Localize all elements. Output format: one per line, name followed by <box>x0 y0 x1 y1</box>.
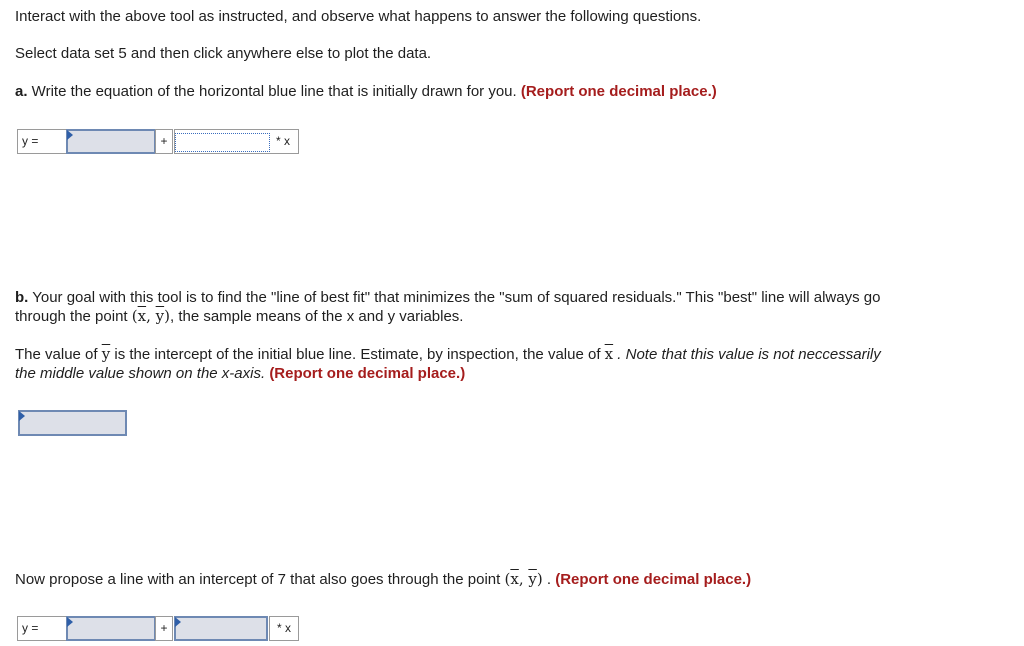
y-bar: $\overline{y}$ <box>528 570 537 588</box>
question-b-line-1 <box>15 288 880 307</box>
x-bar: $\overline{x}$ <box>510 570 519 588</box>
x-bar: $\overline{x}$ <box>137 307 147 325</box>
y-bar-symbol: $\overline{y}$ <box>101 345 111 363</box>
question-b-p2-pre: The value of <box>15 346 102 363</box>
x-bar-symbol: $\overline{x}$ <box>604 345 614 363</box>
question-c-pre: Now propose a line with an intercept of 7 that also goes through the point <box>15 571 505 588</box>
intercept-input-c[interactable] <box>66 616 156 641</box>
question-c-post: . <box>542 571 556 588</box>
question-b-note-2: the middle value shown on the x-axis. <box>15 365 266 382</box>
slope-cell-a <box>174 129 299 154</box>
comma: , <box>146 307 156 325</box>
slope-input-a[interactable] <box>175 133 270 152</box>
question-b-text-1: Your goal with this tool is to find the "line of best fit" that minimizes the "sum of squared residuals." This "best" line will always go <box>28 289 881 306</box>
question-a-emphasis: (Report one decimal place.) <box>520 83 717 100</box>
times-x-label: * x <box>275 134 290 148</box>
question-b-line-3 <box>15 345 881 364</box>
mean-point-c <box>504 570 542 588</box>
question-b-line-2 <box>15 307 463 326</box>
question-b-label: b. <box>15 289 29 306</box>
question-b-note: . Note that this value is not neccessarily <box>617 346 881 363</box>
instruction-line-1: Interact with the above tool as instructed, and observe what happens to answer the following questions. <box>15 8 702 25</box>
y-bar: $\overline{y}$ <box>155 307 165 325</box>
paren-close: ) <box>164 307 170 325</box>
y-equals-label: y = <box>17 129 67 154</box>
question-a-label: a. <box>15 83 28 100</box>
question-b-p2-mid: is the intercept of the initial blue line. Estimate, by inspection, the value of <box>114 346 605 363</box>
equation-row-a <box>17 129 299 154</box>
instruction-line-2: Select data set 5 and then click anywhere else to plot the data. <box>15 45 432 62</box>
plus-sign: + <box>155 129 173 154</box>
y-equals-label: y = <box>17 616 67 641</box>
times-x-label: * x <box>269 616 299 641</box>
plus-sign: + <box>155 616 173 641</box>
question-c <box>15 570 751 589</box>
mean-point <box>132 307 170 325</box>
question-b-line-4 <box>15 364 465 383</box>
slope-input-c[interactable] <box>174 616 268 641</box>
paren-open: ( <box>131 307 138 325</box>
comma: , <box>518 570 529 588</box>
intercept-input-a[interactable] <box>66 129 156 154</box>
equation-row-c <box>17 616 299 641</box>
paren-close: ) <box>536 570 543 588</box>
x-bar-answer-input[interactable] <box>18 410 127 436</box>
question-b-text-2-post: , the sample means of the x and y variables. <box>169 308 464 325</box>
question-b-emphasis: (Report one decimal place.) <box>269 365 466 382</box>
question-b-text-2-pre: through the point <box>15 308 132 325</box>
question-a <box>15 82 717 101</box>
question-a-text: Write the equation of the horizontal blue line that is initially drawn for you. <box>27 83 521 100</box>
question-c-emphasis: (Report one decimal place.) <box>555 571 752 588</box>
paren-open: ( <box>504 570 511 588</box>
